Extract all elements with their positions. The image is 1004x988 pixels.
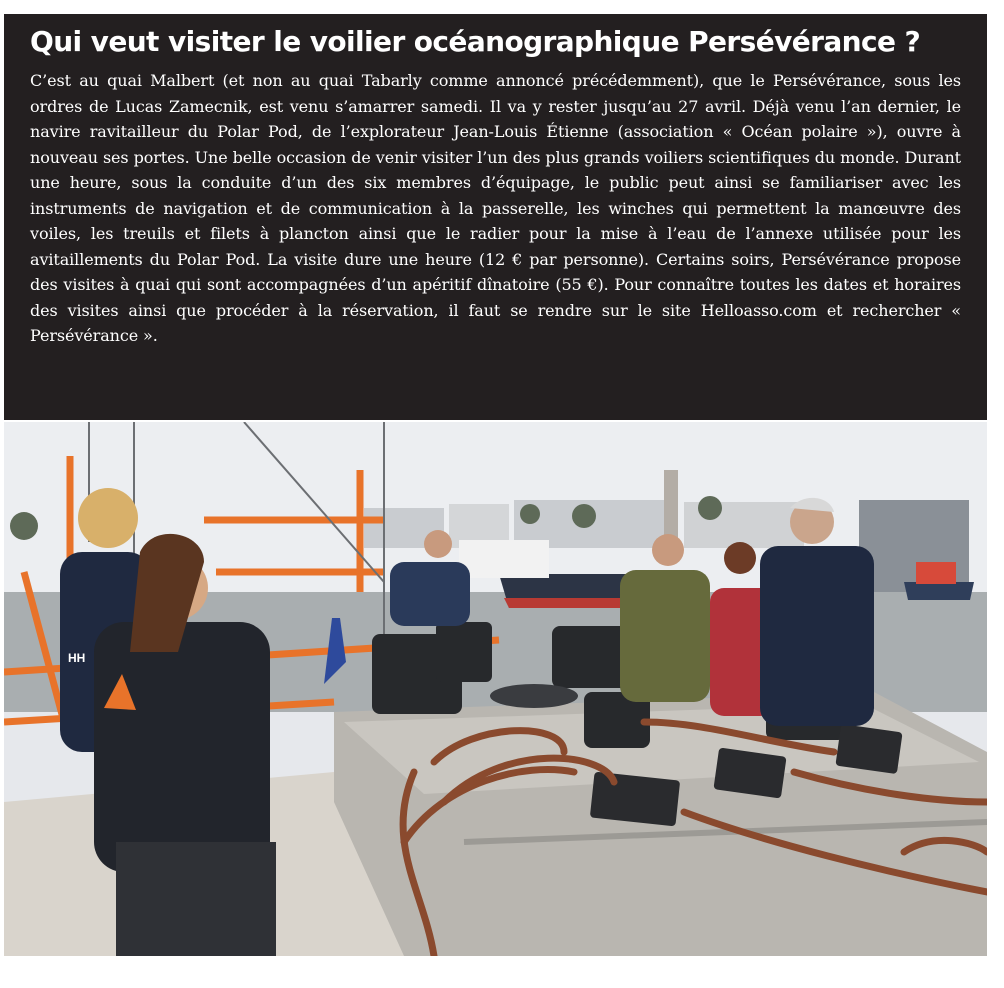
article-body: C’est au quai Malbert (et non au quai Tabarly comme annoncé précédemment), que le Persévérance, sous les ordres de Lucas Zamecnik, est venu s’amarrer samedi. Il va y rester jusqu’au 27 avril. Déjà venu l’an dernier, le navire ravitailleur du Polar Pod, de l’explorateur Jean-Louis Étienne (association « Océan polaire »), ouvre à nouveau ses portes. Une belle occasion de venir visiter l’un des plus grands voiliers scientifiques du monde. Durant une heure, sous la conduite d’un des six membres d’équipage, le public peut ainsi se familiariser avec les instruments de navigation et de communication à la passerelle, les winches qui permettent la manœuvre des voiles, les treuils et filets à plancton ainsi que le radier pour la mise à l’eau de l’annexe utilisée pour les avitaillements du Polar Pod. La visite dure une heure (12 € par personne). Certains soirs, Persévérance propose des visites à quai qui sont accompagnées d’un apéritif dînatoire (55 €). Pour connaître toutes les dates et horaires des visites ainsi que procéder à la réservation, il faut se rendre sur le site Helloasso.com et rechercher « Persévérance ». (30, 71, 961, 345)
article-headline: Qui veut visiter le voilier océanographique Persévérance ? (30, 25, 921, 58)
article-box (4, 14, 987, 420)
jacket-logo: HH (68, 651, 86, 665)
article-photo (4, 422, 987, 956)
